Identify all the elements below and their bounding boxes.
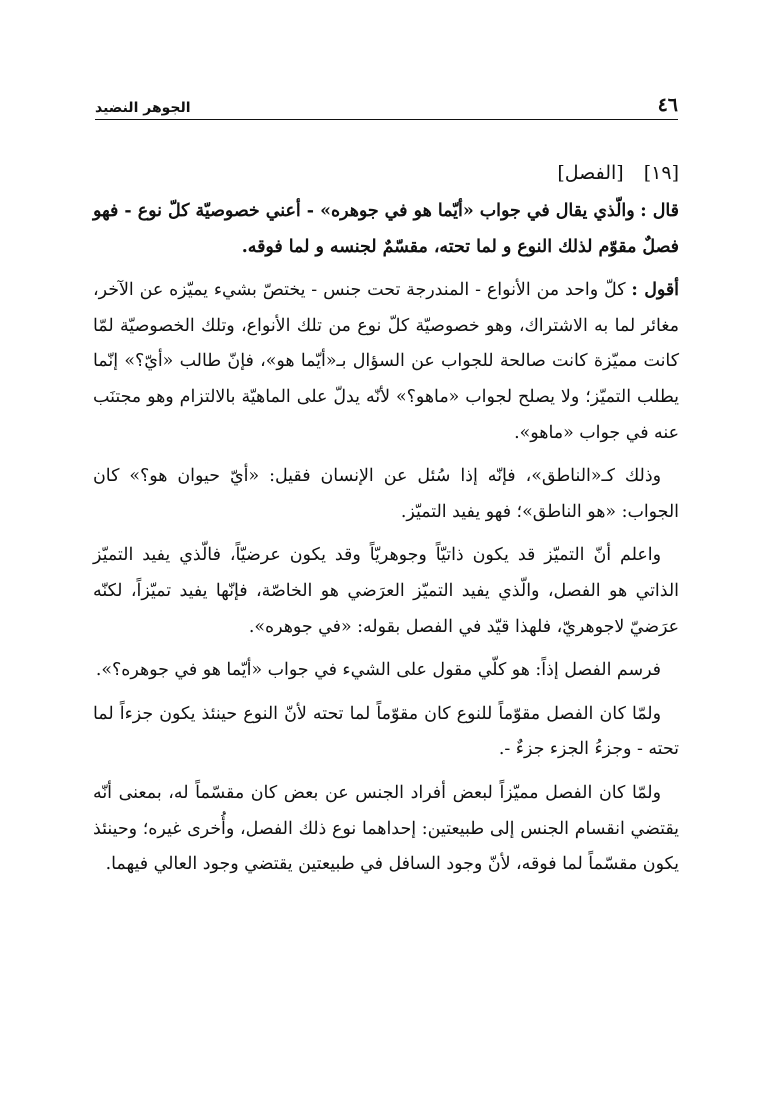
header-rule bbox=[95, 119, 678, 120]
page-number: ٤٦ bbox=[657, 94, 678, 116]
section-title: [الفصل] bbox=[557, 162, 624, 184]
paragraph-quote bbox=[93, 194, 679, 265]
section-heading bbox=[93, 158, 679, 188]
page-content bbox=[93, 158, 679, 891]
page-header bbox=[95, 88, 678, 116]
paragraph-commentary bbox=[93, 273, 679, 451]
paragraph-lead: قال : bbox=[640, 201, 679, 221]
paragraph bbox=[93, 697, 679, 768]
paragraph bbox=[93, 653, 679, 689]
paragraph bbox=[93, 776, 679, 883]
paragraph bbox=[93, 538, 679, 645]
paragraph-lead: أقول : bbox=[631, 280, 679, 301]
running-title: الجوهر النضيد bbox=[95, 100, 191, 116]
paragraph-text: واعلم أنّ التميّز قد يكون ذاتيّاً وجوهريّاً وقد يكون عرضيّاً، فالّذي يفيد التميّز الذاتي هو الفصل، والّذي يفيد التميّز العرَضي هو الخاصّة، فإنّها يفيد تميّزاً، لكنّه عرَضيّ لاجوهريّ، فلهذا قيّد في الفصل بقوله: «في جوهره». bbox=[93, 545, 679, 637]
paragraph bbox=[93, 459, 679, 530]
paragraph-text: ولمّا كان الفصل مميّزاً لبعض أفراد الجنس عن بعض كان مقسّماً له، بمعنى أنّه يقتضي انقسام الجنس إلى طبيعتين: إحداهما نوع ذلك الفصل، وأُخرى غيره؛ وحينئذ يكون مقسّماً لما فوقه، لأنّ وجود السافل في طبيعتين يقتضي وجود العالي فيهما. bbox=[93, 782, 679, 875]
paragraph-text: وذلك كـ«الناطق»، فإنّه إذا سُئل عن الإنسان فقيل: «أيّ حيوان هو؟» كان الجواب: «هو الناطق»؛ فهو يفيد التميّز. bbox=[93, 466, 679, 522]
paragraph-text: ولمّا كان الفصل مقوّماً للنوع كان مقوّماً لما تحته لأنّ النوع حينئذ يكون جزءاً لما تحته - وجزءُ الجزء جزءٌ -. bbox=[93, 703, 679, 760]
section-number: [١٩] bbox=[643, 162, 679, 184]
paragraph-text: فرسم الفصل إذاً: هو كلّي مقول على الشيء في جواب «أيّما هو في جوهره؟». bbox=[95, 660, 661, 681]
paragraph-text: كلّ واحد من الأنواع - المندرجة تحت جنس - يختصّ بشيء يميّزه عن الآخر، مغائر لما به الاشتراك، وهو خصوصيّة كلّ نوع من تلك الأنواع، وتلك الخصوصيّة لمّا كانت مميّزة كانت صالحة للجواب عن السؤال بـ«أيّما هو»، فإنّ طالب «أيّ؟» إنّما يطلب التميّز؛ ولا يصلح لجواب «ماهو؟» لأنّه يدلّ على الماهيّة بالالتزام وهو مجتنَب عنه في جواب «ماهو». bbox=[93, 280, 679, 443]
paragraph-text: والّذي يقال في جواب «أيّما هو في جوهره» - أعني خصوصيّة كلّ نوع - فهو فصلٌ مقوّم لذلك النوع و لما تحته، مقسّمٌ لجنسه و لما فوقه. bbox=[93, 201, 679, 257]
